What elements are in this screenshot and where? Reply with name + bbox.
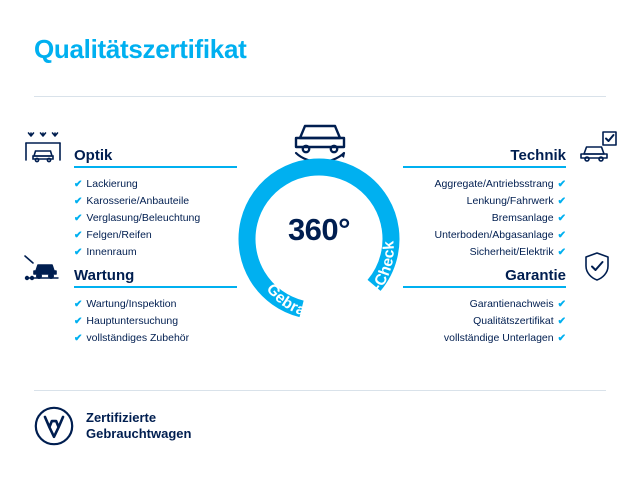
car-wash-icon	[22, 130, 64, 164]
check-icon: ✔	[74, 179, 83, 190]
check-icon: ✔	[557, 316, 566, 327]
list-item	[22, 176, 237, 193]
check-icon: ✔	[557, 333, 566, 344]
page-title: Qualitätszertifikat	[34, 34, 247, 64]
list-item	[403, 313, 618, 330]
list-item-label: Verglasung/Beleuchtung	[86, 212, 201, 224]
svg-text:Gebrauchtwagen-Check	[263, 240, 398, 323]
footer-line-2: Gebrauchtwagen	[86, 426, 192, 441]
progress-ring	[230, 150, 408, 328]
section-optik-rule	[74, 166, 237, 168]
center-badge	[230, 112, 410, 327]
section-wartung-items	[22, 296, 237, 347]
check-icon: ✔	[74, 213, 83, 224]
check-icon: ✔	[74, 230, 83, 241]
section-wartung-rule	[74, 286, 237, 288]
list-item	[403, 330, 618, 347]
list-item	[22, 210, 237, 227]
list-item	[403, 296, 618, 313]
header-divider	[34, 96, 606, 97]
list-item	[22, 330, 237, 347]
list-item	[22, 227, 237, 244]
check-icon: ✔	[557, 196, 566, 207]
section-wartung-header	[22, 248, 237, 288]
list-item	[403, 193, 618, 210]
check-icon: ✔	[557, 247, 566, 258]
check-icon: ✔	[74, 247, 83, 258]
list-item	[22, 313, 237, 330]
list-item-label: Sicherheit/Elektrik	[469, 246, 554, 258]
arc-label: Gebrauchtwagen-Check	[262, 240, 398, 324]
section-technik-header	[403, 128, 618, 168]
footer-line-1: Zertifizierte	[86, 410, 157, 425]
footer-divider	[34, 390, 606, 391]
list-item	[403, 210, 618, 227]
list-item	[403, 227, 618, 244]
list-item-label: Lenkung/Fahrwerk	[466, 195, 554, 207]
check-icon: ✔	[74, 299, 83, 310]
list-item-label: Qualitätszertifikat	[473, 315, 554, 327]
list-item-label: Felgen/Reifen	[86, 229, 152, 241]
check-icon: ✔	[557, 213, 566, 224]
list-item	[403, 176, 618, 193]
section-garantie-items	[403, 296, 618, 347]
check-icon: ✔	[74, 333, 83, 344]
section-garantie-title: Garantie	[505, 267, 566, 284]
check-icon: ✔	[557, 299, 566, 310]
list-item-label: Unterboden/Abgasanlage	[434, 229, 554, 241]
section-garantie	[403, 248, 618, 363]
list-item-label: Lackierung	[86, 178, 138, 190]
list-item-label: Aggregate/Antriebsstrang	[434, 178, 554, 190]
footer-brand	[34, 406, 191, 446]
section-optik-header	[22, 128, 237, 168]
car-lift-icon	[22, 250, 64, 284]
check-icon: ✔	[557, 230, 566, 241]
list-item-label: vollständige Unterlagen	[443, 332, 554, 344]
list-item-label: Garantienachweis	[469, 298, 554, 310]
section-garantie-rule	[403, 286, 566, 288]
list-item	[22, 296, 237, 313]
footer-text	[86, 410, 191, 442]
check-icon: ✔	[74, 196, 83, 207]
degrees-label: 360°	[287, 212, 351, 247]
section-technik-rule	[403, 166, 566, 168]
section-garantie-header	[403, 248, 618, 288]
check-icon: ✔	[74, 316, 83, 327]
check-icon: ✔	[557, 179, 566, 190]
list-item-label: Hauptuntersuchung	[86, 315, 179, 327]
shield-check-icon	[576, 250, 618, 284]
list-item	[22, 193, 237, 210]
section-wartung-title: Wartung	[74, 267, 135, 284]
car-check-icon	[576, 130, 618, 164]
list-item-label: Karosserie/Anbauteile	[86, 195, 190, 207]
vw-logo	[34, 406, 74, 446]
list-item-label: Bremsanlage	[491, 212, 554, 224]
list-item-label: Innenraum	[86, 246, 137, 258]
list-item-label: Wartung/Inspektion	[86, 298, 177, 310]
section-optik-title: Optik	[74, 147, 113, 164]
section-wartung	[22, 248, 237, 363]
list-item-label: vollständiges Zubehör	[86, 332, 190, 344]
section-technik-title: Technik	[510, 147, 566, 164]
